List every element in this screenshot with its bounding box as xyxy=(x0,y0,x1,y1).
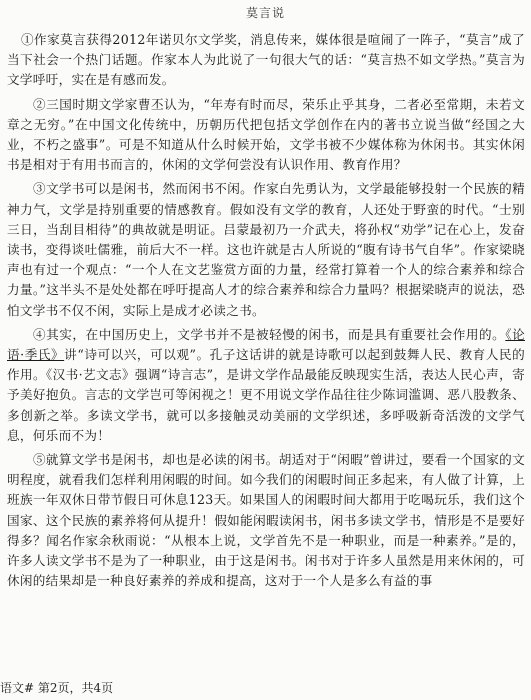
page-footer: 语文# 第2页，共4页 xyxy=(0,681,114,695)
paragraph-3: ③文学书可以是闲书，然而闲书不闲。作家白先勇认为，文学最能够投射一个民族的精神力气，文学是持别重要的情感教育。假如没有文学的教育，人还处于野蛮的时代。“士别三日，当刮目相待”的典故就是明证。吕蒙最初乃一介武夫，将孙权“劝学”记在心上，发奋读书，变得谈吐儒雅，前后大不一样。这也许就是古人所说的“腹有诗书气自华”。作家梁晓声也有过一个观点：“一个人在文艺鉴赏方面的力量，经常打算着一个人的综合素养和综合力量。”这半头不是处处都在呼吁提高人才的综合素养和综合力量吗？根据梁晓声的说法，恐怕文学书不仅不闲，实际上是成才必读之书。 xyxy=(7,181,525,318)
paragraph-4-lead: ④其实，在中国历史上，文学书并不是被轻慢的闲书，而是具有重要社会作用的。 xyxy=(33,326,506,342)
page-title: 莫言说 xyxy=(245,6,285,20)
paragraph-4 xyxy=(7,325,525,446)
paragraph-1: ①作家莫言获得2012年诺贝尔文学奖，消息传来，媒体很是喧闹了一阵子，“莫言”成了当下社会一个热门话题。作家本人为此说了一句很大气的话：“莫言热不如文学热。”莫言为文学呼吁，实在是有感而发。 xyxy=(7,32,525,88)
paragraph-5: ⑤就算文学书是闲书，却也是必读的闲书。胡适对于“闲暇”曾讲过，要看一个国家的文明程度，就看我们怎样利用闲暇的时间。如今我们的闲暇时间正多起来，有人做了计算，上班族一年双休日带节假日可休息123天。如果国人的闲暇时间大都用于吃喝玩乐，我们这个国家、这个民族的素养将何从提升！假如能闲暇读闲书，闲书多读文学书，情形是不是要好得多？闻名作家余秋雨说：“从根本上说，文学首先不是一种职业，而是一种素养。”是的，许多人读文学书不是为了一种职业，由于这是闲书。闲书对于许多人虽然是用来休闲的，可休闲的结果却是一种良好素养的养成和提高，这对于一个人是多么有益的事 xyxy=(7,452,525,589)
paragraph-4-rest: 讲“诗可以兴，可以观”。孔子这话讲的就是诗歌可以起到鼓舞人民、教育人民的作用。《汉书·艺文志》强调“诗言志”，是讲文学作品最能反映现实生活，表达人民心声，寄予美好抱负。言志的文学岂可等闲视之！更不用说文学作品往往少陈词滥调、恶八股教条、多创新之举。多读文学书，就可以多接触灵动美丽的文学织述，多呼吸新奇活泼的文学气息，何乐而不为！ xyxy=(7,347,525,443)
paragraph-4-citation: 《论语·季氏》 xyxy=(7,326,525,363)
paragraph-2: ②三国时期文学家曹丕认为，“年寿有时而尽，荣乐止乎其身，二者必至常期，未若文章之无穷。”在中国文化传统中，历朝历代把包括文学创作在内的著书立说当做“经国之大业，不朽之盛事”。可是不知道从什么时候开始，文学书被不少媒体称为休闲书。其实休闲书是相对于有用书而言的，休闲的文学何尝没有认识作用、教育作用？ xyxy=(7,96,525,173)
article-body xyxy=(7,30,525,595)
